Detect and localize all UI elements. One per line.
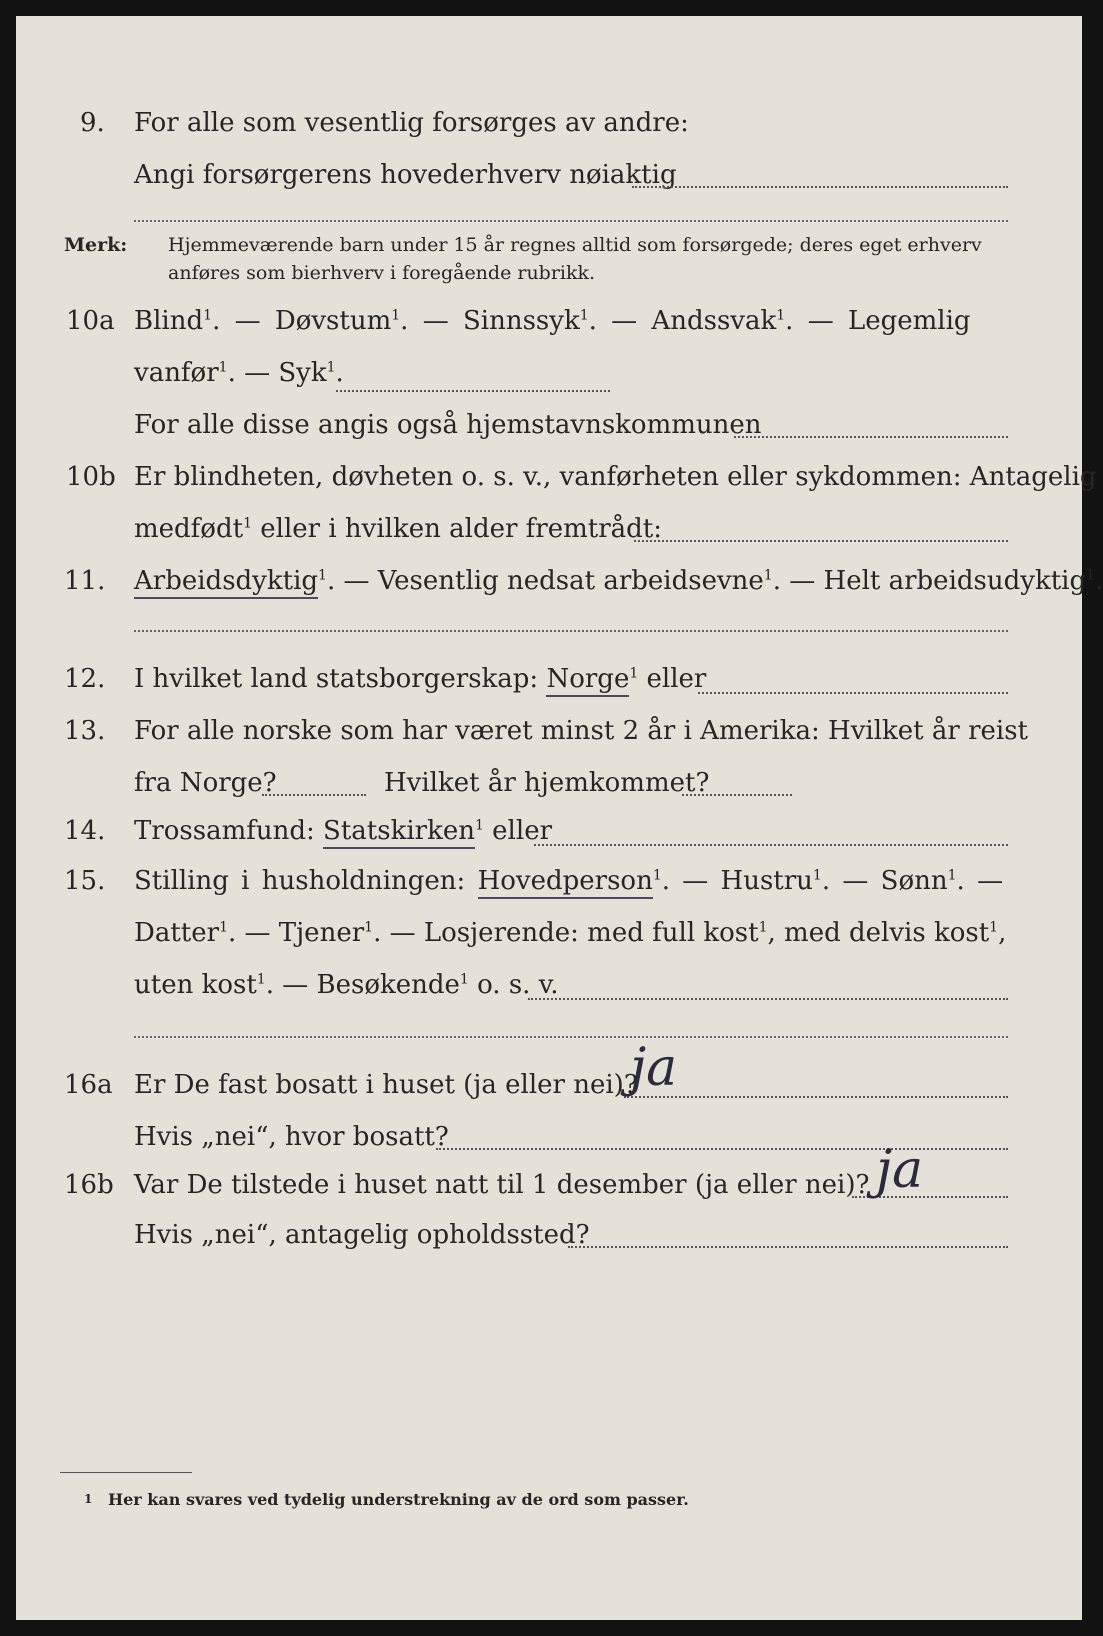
q15-line3 — [134, 968, 559, 1002]
q10a-hjemstavn-field[interactable] — [734, 436, 1008, 438]
q13-part2: Hvilket år hjemkommet? — [384, 768, 710, 798]
option-syk[interactable]: — Syk — [244, 358, 327, 388]
q13-hjemkommet-field[interactable] — [682, 794, 792, 796]
footnote-ref: 1 — [391, 307, 401, 324]
footnote-text: Her kan svares ved tydelig understrekning av de ord som passer. — [108, 1490, 689, 1509]
footnote-ref: 1 — [318, 567, 327, 584]
footnote-ref: 1 — [763, 567, 773, 584]
q10a-line2 — [134, 356, 344, 390]
option-full-kost[interactable]: — Losjerende: med full kost — [389, 918, 759, 948]
footnote-ref: 1 — [203, 307, 213, 324]
period: . — [227, 918, 237, 948]
q13-number: 13. — [64, 716, 106, 746]
q10b-line1: Er blindheten, døvheten o. s. v., vanførheten eller sykdommen: Antagelig — [134, 462, 1097, 492]
q14-answer-field[interactable] — [534, 844, 1008, 846]
option-besokende[interactable]: — Besøkende — [282, 970, 460, 1000]
q10b-line2-rest: eller i hvilken alder fremtrådt: — [260, 514, 663, 544]
q15-osv: o. s. v. — [477, 970, 559, 1000]
q15-extra-line[interactable] — [134, 1036, 1008, 1038]
q14-number: 14. — [64, 816, 106, 846]
footnote-ref: 1 — [812, 867, 822, 884]
merk-line1: Hjemmeværende barn under 15 år regnes alltid som forsørgede; deres eget erhverv — [168, 234, 982, 256]
q10a-syk-field[interactable] — [336, 390, 610, 392]
option-delvis-kost[interactable]: , med delvis kost — [767, 918, 990, 948]
merk-line2: anføres som bierhverv i foregående rubrikk. — [168, 262, 596, 284]
q12-number: 12. — [64, 664, 106, 694]
q16a-line1: Er De fast bosatt i huset (ja eller nei)? — [134, 1070, 638, 1100]
footnote-ref: 1 — [243, 515, 252, 532]
q15-line2 — [134, 916, 1006, 950]
q13-reist-field[interactable] — [262, 794, 366, 796]
footnote-ref: 1 — [776, 307, 786, 324]
q10a-line3: For alle disse angis også hjemstavnskommunen — [134, 410, 762, 440]
period: . — [212, 306, 221, 336]
q16b-line1: Var De tilstede i huset natt til 1 desember (ja eller nei)? — [134, 1170, 870, 1200]
period: . — [956, 866, 965, 896]
option-blind[interactable]: Blind — [134, 306, 204, 336]
period: . — [265, 970, 274, 1000]
q9-number: 9. — [80, 108, 105, 138]
footnote-ref: 1 — [629, 665, 639, 682]
q16a-line2: Hvis „nei“, hvor bosatt? — [134, 1122, 449, 1152]
option-datter[interactable]: Datter — [134, 918, 220, 948]
period: . — [373, 918, 382, 948]
option-andssvak[interactable]: — Andssvak — [611, 306, 777, 336]
q11-line — [134, 564, 1103, 598]
period: . — [400, 306, 409, 336]
footnote-ref: 1 — [364, 919, 374, 936]
option-hustru[interactable]: — Hustru — [682, 866, 813, 896]
footnote-ref: 1 — [459, 971, 469, 988]
option-uten-kost[interactable]: uten kost — [134, 970, 257, 1000]
q11-extra-line[interactable] — [134, 630, 1008, 632]
dash: — — [977, 866, 1004, 896]
option-dovstum[interactable]: — Døvstum — [234, 306, 392, 336]
option-legemlig[interactable]: — Legemlig — [807, 306, 971, 336]
option-vanfor[interactable]: vanfør — [134, 358, 219, 388]
q10b-answer-field[interactable] — [634, 540, 1008, 542]
period: . — [326, 566, 336, 596]
q15-answer-field[interactable] — [528, 998, 1008, 1000]
footnote-ref: 1 — [218, 359, 228, 376]
q11-number: 11. — [64, 566, 106, 596]
q15-text: Stilling i husholdningen: — [134, 866, 466, 896]
footnote-ref: 1 — [989, 919, 999, 936]
period: . — [785, 306, 794, 336]
q13-line1: For alle norske som har været minst 2 år i Amerika: Hvilket år reist — [134, 716, 1028, 746]
period: . — [661, 866, 670, 896]
footnote-ref: 1 — [219, 919, 228, 936]
q16a-number: 16a — [64, 1070, 113, 1100]
footnote-separator — [60, 1472, 192, 1473]
footnote-ref: 1 — [758, 919, 768, 936]
q16b-opholdssted-field[interactable] — [568, 1246, 1008, 1248]
option-statskirken[interactable]: Statskirken — [323, 816, 475, 849]
option-sonn[interactable]: — Sønn — [842, 866, 948, 896]
option-sinnssyk[interactable]: — Sinnssyk — [422, 306, 580, 336]
footnote-ref: 1 — [947, 867, 957, 884]
period: . — [335, 358, 344, 388]
comma: , — [998, 918, 1007, 948]
q16a-answer-field[interactable] — [624, 1096, 1008, 1098]
q14-line — [134, 814, 552, 848]
q10a-line1 — [134, 304, 971, 338]
merk-label: Merk: — [64, 234, 128, 256]
period: . — [227, 358, 236, 388]
q16b-handwritten-answer: ja — [876, 1140, 924, 1200]
q12-text: I hvilket land statsborgerskap: — [134, 664, 539, 694]
footnote-ref: 1 — [579, 307, 589, 324]
footnote-ref: 1 — [1086, 567, 1096, 584]
q9-line1: For alle som vesentlig forsørges av andre: — [134, 108, 689, 138]
footnote-ref: 1 — [652, 867, 662, 884]
footnote-marker: 1 — [84, 1492, 93, 1506]
q12-eller: eller — [646, 664, 707, 694]
q14-eller: eller — [492, 816, 553, 846]
q10a-number: 10a — [66, 306, 115, 336]
q10b-line2 — [134, 512, 662, 546]
period: . — [588, 306, 597, 336]
footnote-ref: 1 — [256, 971, 266, 988]
option-hovedperson[interactable]: Hovedperson — [478, 866, 653, 899]
q15-number: 15. — [64, 866, 106, 896]
q16b-number: 16b — [64, 1170, 114, 1200]
q14-text: Trossamfund: — [134, 816, 315, 846]
q12-line — [134, 662, 706, 696]
option-norge[interactable]: Norge — [546, 664, 629, 697]
period: . — [1095, 566, 1103, 596]
option-tjener[interactable]: — Tjener — [244, 918, 365, 948]
q9-extra-line[interactable] — [134, 220, 1008, 222]
q9-answer-field[interactable] — [632, 186, 1008, 188]
option-medfodt[interactable]: medfødt — [134, 514, 244, 544]
footnote-ref: 1 — [474, 817, 484, 834]
option-helt-arbeidsudyktig[interactable]: — Helt arbeidsudyktig — [789, 566, 1087, 596]
period: . — [821, 866, 831, 896]
period: . — [772, 566, 781, 596]
footnote-ref: 1 — [326, 359, 336, 376]
q13-part1: fra Norge? — [134, 768, 277, 798]
q16a-handwritten-answer: ja — [630, 1038, 678, 1098]
q10b-number: 10b — [66, 462, 116, 492]
option-arbeidsdyktig[interactable]: Arbeidsdyktig — [134, 566, 318, 599]
q15-line1 — [134, 864, 1003, 898]
q9-line2: Angi forsørgerens hovederhverv nøiaktig — [134, 160, 677, 190]
census-form-page — [16, 16, 1103, 1620]
q16b-line2: Hvis „nei“, antagelig opholdssted? — [134, 1220, 590, 1250]
q12-answer-field[interactable] — [698, 692, 1008, 694]
option-vesentlig-nedsat[interactable]: — Vesentlig nedsat arbeidsevne — [343, 566, 764, 596]
